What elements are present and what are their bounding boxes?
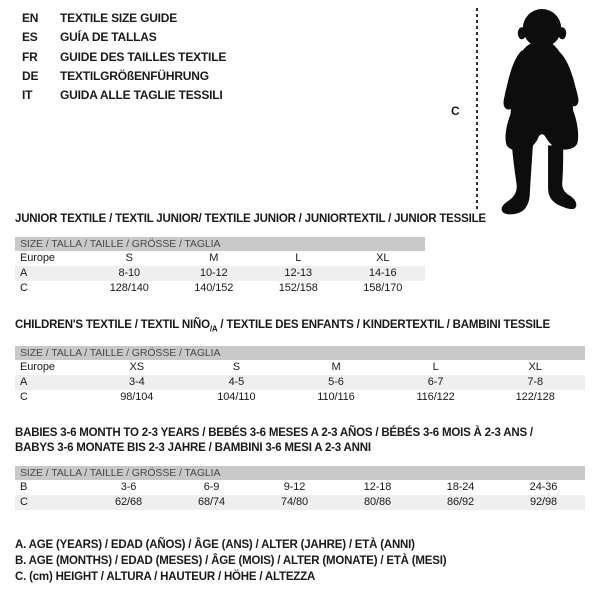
toddler-silhouette-icon	[485, 6, 597, 218]
table-cell: 10-12	[199, 267, 228, 279]
table-cell: 9-12	[283, 481, 306, 494]
height-figure	[443, 6, 598, 218]
title-subscript: /A	[209, 324, 218, 334]
language-title-list	[22, 9, 226, 105]
footnote-c: C. (cm) HEIGHT / ALTURA / HAUTEUR / HÖHE / ALTEZZA	[15, 571, 316, 584]
table-cell: S	[125, 252, 133, 264]
language-code: ES	[22, 30, 38, 45]
table-cell: XL	[376, 252, 390, 264]
row-label: A	[20, 376, 28, 389]
language-label: GUIDA ALLE TAGLIE TESSILI	[60, 88, 223, 103]
table-cell: 18-24	[446, 481, 475, 494]
table-cell: 104/110	[217, 391, 256, 404]
size-table	[15, 251, 425, 296]
language-code: EN	[22, 11, 39, 25]
row-label: Europe	[20, 252, 55, 264]
table-cell: 68/74	[197, 496, 226, 509]
section-title	[15, 318, 585, 336]
language-code: FR	[22, 49, 38, 64]
row-label: C	[20, 282, 28, 294]
table-row-europe	[15, 251, 425, 266]
language-label: TEXTILE SIZE GUIDE	[60, 11, 178, 25]
table-cell: 62/68	[114, 496, 143, 509]
table-cell: 3-6	[120, 481, 137, 494]
title-text: / TEXTILE DES ENFANTS / KINDERTEXTIL / BAMBINI TESSILE	[217, 319, 550, 331]
height-measure-dashed-line	[476, 8, 478, 212]
language-code: DE	[22, 68, 39, 83]
section-title: JUNIOR TEXTILE / TEXTIL JUNIOR/ TEXTILE JUNIOR / JUNIORTEXTIL / JUNIOR TESSILE	[15, 213, 486, 225]
section-title	[15, 426, 585, 456]
table-row-age-months	[15, 480, 585, 495]
language-row-de	[22, 67, 226, 86]
row-label: C	[20, 496, 28, 509]
table-cell: 14-16	[368, 267, 397, 279]
table-cell: L	[295, 252, 302, 264]
footnote-b: B. AGE (MONTHS) / EDAD (MESES) / ÂGE (MOIS) / ALTER (MONATE) / ETÀ (MESI)	[15, 555, 447, 568]
table-cell: 4-5	[228, 376, 245, 389]
section-junior-textile	[15, 212, 585, 296]
table-cell: 6-7	[427, 376, 444, 389]
section-childrens-textile	[15, 318, 585, 405]
table-row-height	[15, 281, 425, 296]
children-size-table	[15, 346, 585, 405]
table-cell: 128/140	[109, 282, 149, 294]
row-label: B	[20, 481, 28, 494]
table-row-height	[15, 495, 585, 510]
language-label: GUIDE DES TAILLES TEXTILE	[60, 49, 227, 64]
size-header-bar: SIZE / TALLA / TAILLE / GRÖSSE / TAGLIA	[15, 346, 585, 360]
size-header-bar: SIZE / TALLA / TAILLE / GRÖSSE / TAGLIA	[15, 466, 585, 480]
table-cell: 3-4	[128, 376, 145, 389]
table-row-height	[15, 390, 585, 405]
table-cell: 92/98	[529, 496, 558, 509]
table-cell: 158/170	[363, 282, 403, 294]
table-cell: S	[232, 361, 241, 374]
table-cell: XL	[528, 361, 542, 374]
table-row-age	[15, 266, 425, 281]
table-cell: 24-36	[529, 481, 558, 494]
footnote-a: A. AGE (YEARS) / EDAD (AÑOS) / ÂGE (ANS) / ALTER (JAHRE) / ETÀ (ANNI)	[15, 539, 415, 552]
language-label: GUÍA DE TALLAS	[60, 30, 157, 45]
babies-size-table	[15, 466, 585, 510]
table-cell: 5-6	[328, 376, 344, 389]
language-row-en	[22, 9, 226, 28]
size-table	[15, 360, 585, 405]
size-header-bar: SIZE / TALLA / TAILLE / GRÖSSE / TAGLIA	[15, 237, 425, 251]
size-table	[15, 480, 585, 510]
table-row-age	[15, 375, 585, 390]
table-cell: 8-10	[118, 267, 141, 279]
table-cell: 122/128	[515, 391, 555, 404]
junior-size-table	[15, 237, 425, 296]
table-cell: 80/86	[363, 496, 392, 509]
table-cell: XS	[129, 361, 145, 374]
title-text: CHILDREN'S TEXTILE / TEXTIL NIÑO	[15, 319, 210, 331]
row-label: Europe	[20, 361, 55, 374]
table-cell: 140/152	[194, 282, 234, 294]
table-cell: L	[432, 361, 439, 374]
language-row-it	[22, 86, 226, 105]
table-cell: 116/122	[416, 391, 455, 404]
size-guide-content	[15, 212, 585, 585]
table-cell: 110/116	[317, 391, 355, 404]
language-label: TEXTILGRÖßENFÜHRUNG	[60, 68, 209, 83]
table-cell: 74/80	[280, 496, 309, 509]
table-cell: M	[209, 252, 219, 264]
table-cell: 98/104	[120, 391, 154, 404]
row-label: C	[20, 391, 28, 404]
table-cell: 12-18	[363, 481, 392, 494]
table-cell: M	[331, 361, 341, 374]
table-cell: 152/158	[278, 282, 318, 294]
footnotes	[15, 537, 585, 585]
table-cell: 7-8	[527, 376, 543, 389]
language-row-es	[22, 28, 226, 47]
height-measure-label: C	[451, 104, 460, 118]
table-cell: 6-9	[203, 481, 220, 494]
section-babies-textile	[15, 426, 585, 510]
row-label: A	[20, 267, 28, 279]
title-line-2: BABYS 3-6 MONATE BIS 2-3 JAHRE / BAMBINI 3-6 MESI A 2-3 ANNI	[15, 442, 371, 455]
table-cell: 86/92	[446, 496, 475, 509]
table-cell: 12-13	[284, 267, 313, 279]
language-row-fr	[22, 48, 226, 67]
table-row-europe	[15, 360, 585, 375]
language-code: IT	[22, 88, 33, 103]
title-line-1: BABIES 3-6 MONTH TO 2-3 YEARS / BEBÉS 3-6 MESES A 2-3 AÑOS / BÉBÉS 3-6 MOIS À 2-3 ANS /	[15, 427, 533, 440]
